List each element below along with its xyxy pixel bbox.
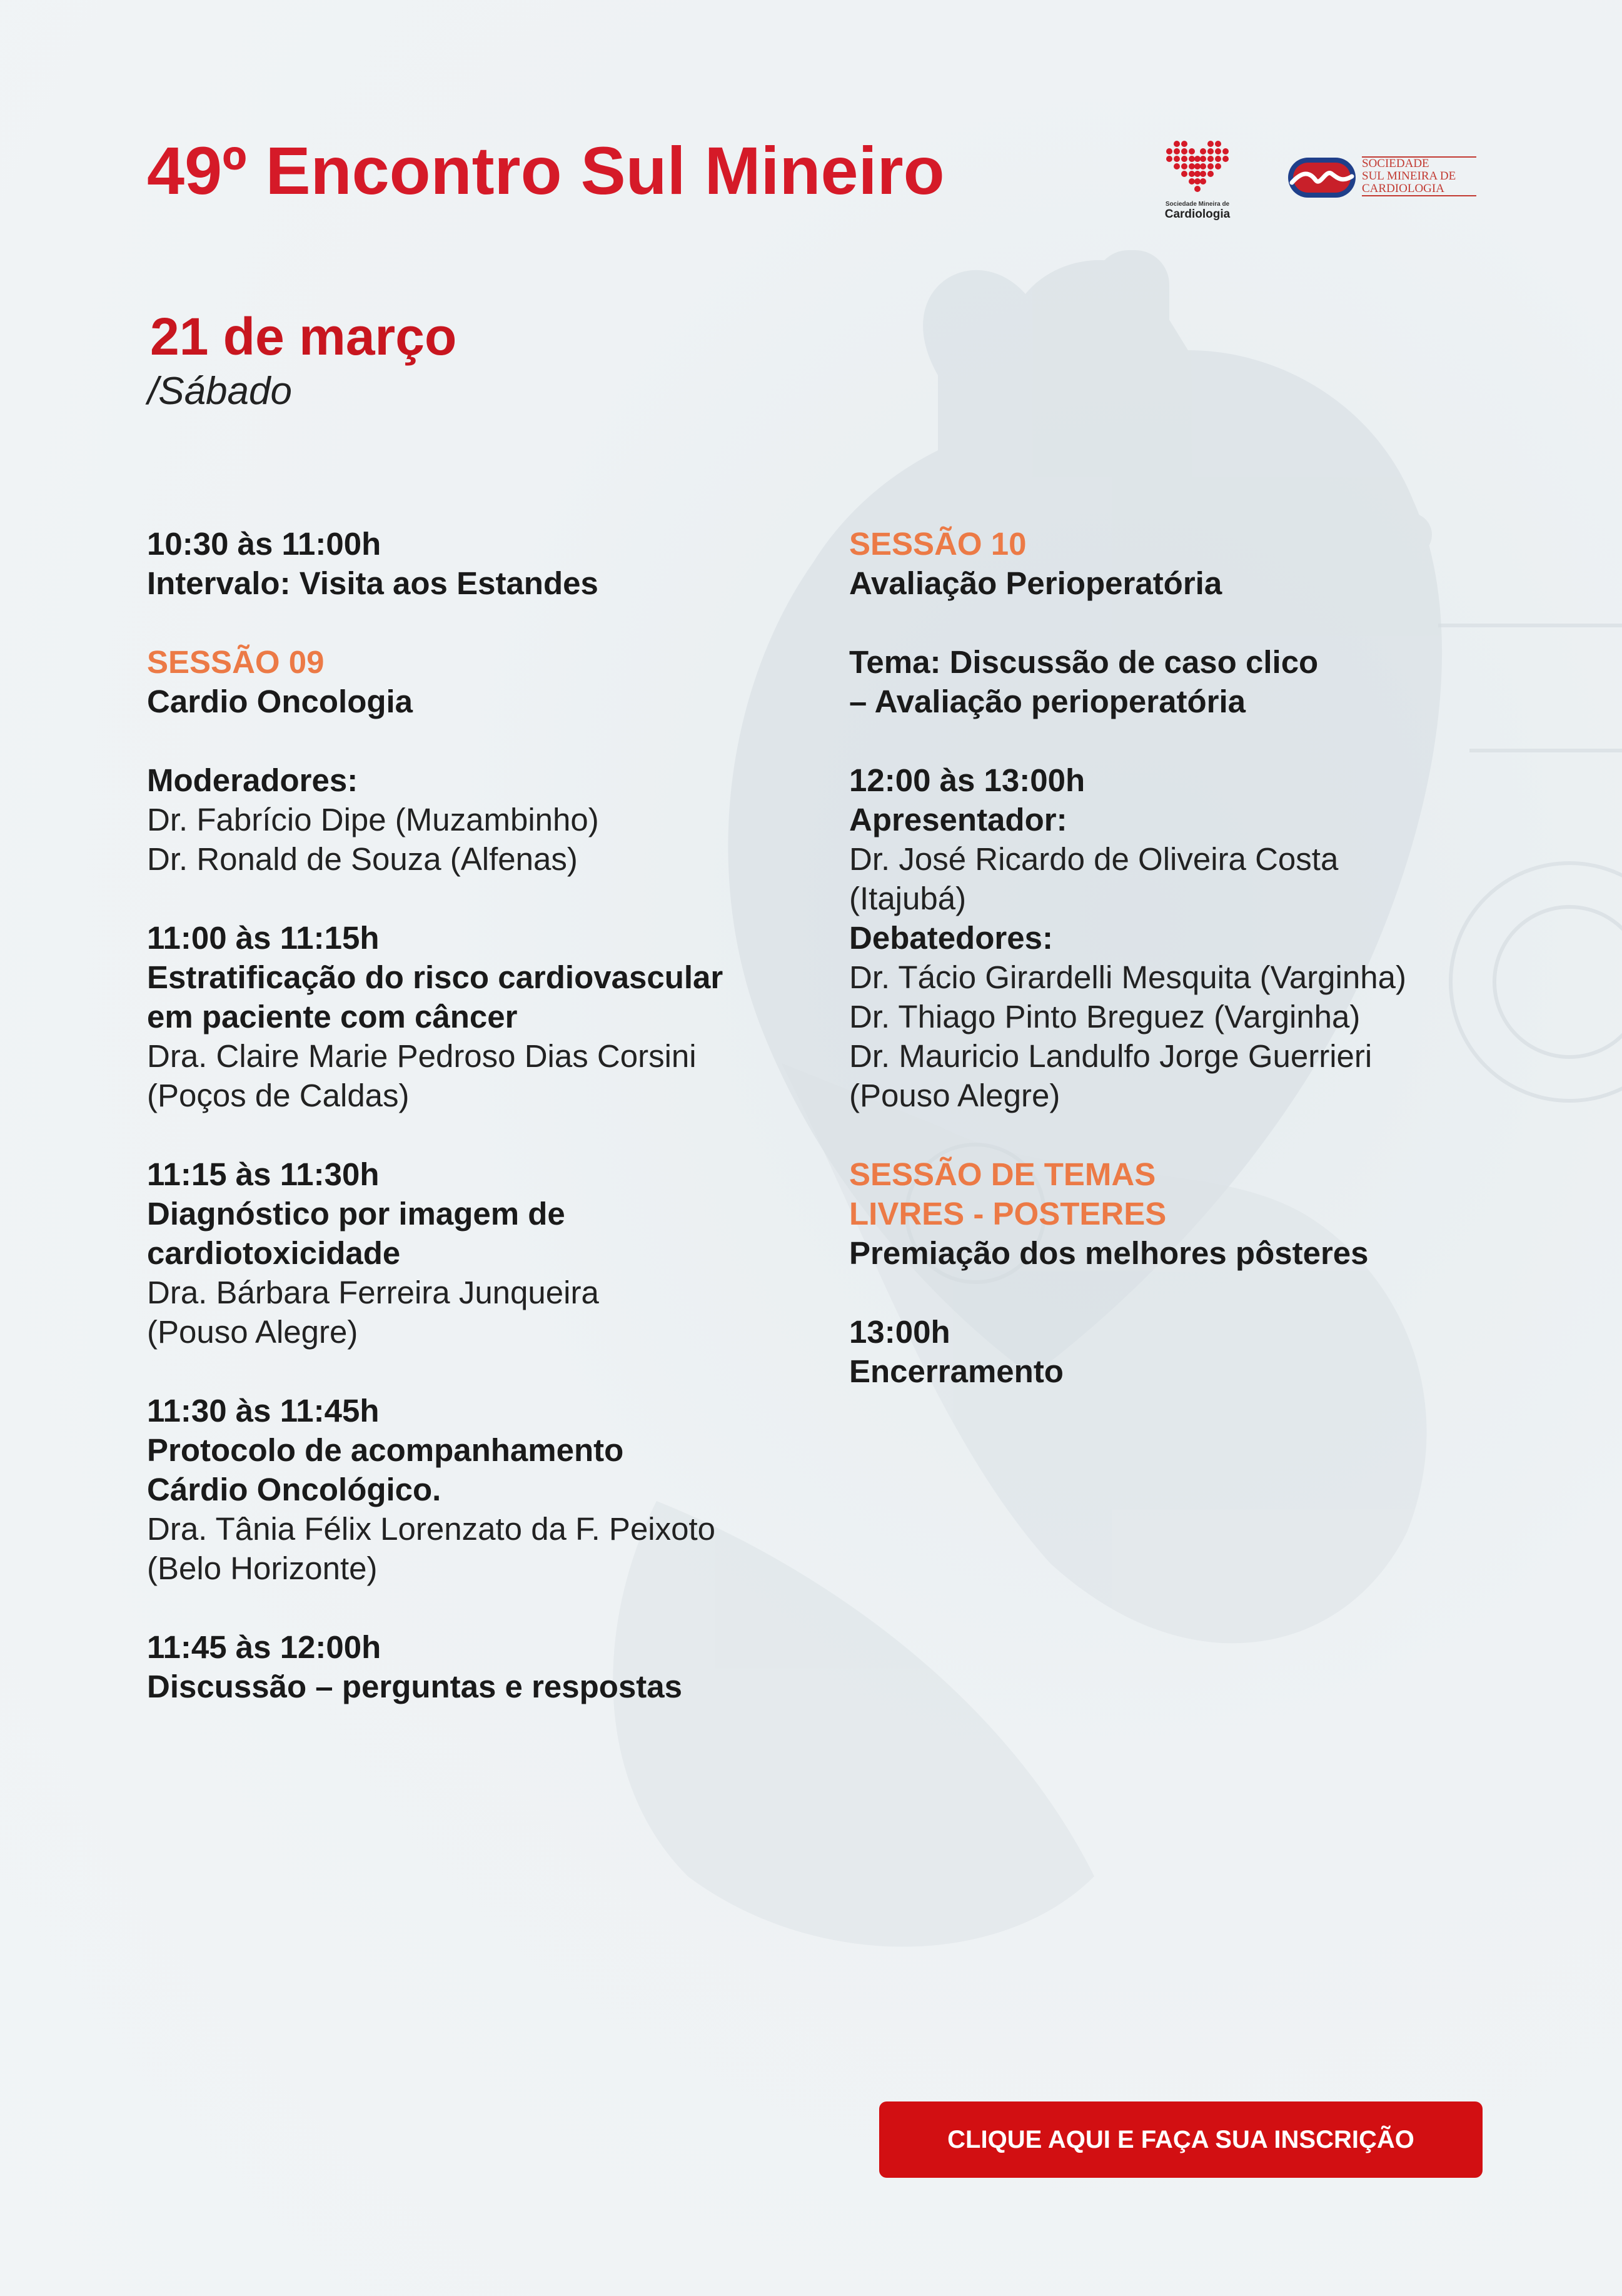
ssmc-emblem-icon bbox=[1287, 155, 1357, 200]
page-title: 49º Encontro Sul Mineiro bbox=[147, 133, 945, 208]
session-block bbox=[849, 524, 1512, 603]
session-block bbox=[147, 642, 810, 721]
session-label: SESSÃO 09 bbox=[147, 644, 325, 680]
debater-name: Dr. Tácio Girardelli Mesquita (Varginha) bbox=[849, 959, 1406, 995]
smc-logo-name: Cardiologia bbox=[1164, 208, 1231, 221]
ssmc-logo-line: SUL MINEIRA DE bbox=[1362, 169, 1456, 183]
session-block bbox=[849, 1155, 1512, 1273]
talk-title: cardiotoxicidade bbox=[147, 1235, 401, 1271]
talk-block bbox=[147, 1627, 810, 1706]
talk-title: em paciente com câncer bbox=[147, 999, 518, 1034]
talk-speaker: Dra. Claire Marie Pedroso Dias Corsini bbox=[147, 1038, 697, 1074]
talk-time: 11:00 às 11:15h bbox=[147, 920, 380, 956]
moderator-name: Dr. Fabrício Dipe (Muzambinho) bbox=[147, 802, 599, 837]
debater-city: (Pouso Alegre) bbox=[849, 1078, 1060, 1113]
presenter-heading: Apresentador: bbox=[849, 802, 1067, 837]
theme-title: – Avaliação perioperatória bbox=[849, 684, 1246, 719]
theme-title: Tema: Discussão de caso clico bbox=[849, 644, 1319, 680]
ssmc-logo-line: CARDIOLOGIA bbox=[1362, 182, 1444, 195]
talk-block bbox=[147, 918, 810, 1115]
talk-time: 11:15 às 11:30h bbox=[147, 1156, 380, 1192]
schedule-left-column bbox=[147, 524, 810, 1746]
talk-block bbox=[849, 761, 1512, 1115]
talk-title: Diagnóstico por imagem de bbox=[147, 1196, 565, 1231]
talk-time: 11:45 às 12:00h bbox=[147, 1629, 381, 1665]
session-title: Avaliação Perioperatória bbox=[849, 565, 1222, 601]
moderators-heading: Moderadores: bbox=[147, 762, 358, 798]
session-label: SESSÃO DE TEMAS bbox=[849, 1156, 1156, 1192]
talk-title: Discussão – perguntas e respostas bbox=[147, 1669, 683, 1704]
session-title: Cardio Oncologia bbox=[147, 684, 413, 719]
moderator-name: Dr. Ronald de Souza (Alfenas) bbox=[147, 841, 578, 877]
closing-title: Encerramento bbox=[849, 1353, 1064, 1389]
event-date: 21 de março bbox=[150, 307, 457, 366]
schedule-right-column bbox=[849, 524, 1512, 1430]
talk-time: 12:00 às 13:00h bbox=[849, 762, 1086, 798]
schedule-time: 10:30 às 11:00h bbox=[147, 526, 381, 562]
talk-title: Protocolo de acompanhamento bbox=[147, 1432, 624, 1468]
ssmc-logo-line: SOCIEDADE bbox=[1362, 157, 1429, 170]
event-weekday: /Sábado bbox=[148, 370, 292, 413]
smc-logo bbox=[1154, 138, 1241, 221]
talk-speaker: Dra. Tânia Félix Lorenzato da F. Peixoto bbox=[147, 1511, 716, 1547]
smc-logo-subtitle: Sociedade Mineira de bbox=[1165, 201, 1230, 208]
talk-block bbox=[147, 1391, 810, 1588]
talk-title: Estratificação do risco cardiovascular bbox=[147, 959, 723, 995]
talk-title: Cárdio Oncológico. bbox=[147, 1472, 441, 1507]
ssmc-logo bbox=[1287, 155, 1478, 202]
session-label: SESSÃO 10 bbox=[849, 526, 1027, 562]
schedule-title: Intervalo: Visita aos Estandes bbox=[147, 565, 598, 601]
theme-block bbox=[849, 642, 1512, 721]
debater-name: Dr. Mauricio Landulfo Jorge Guerrieri bbox=[849, 1038, 1373, 1074]
talk-speaker: Dra. Bárbara Ferreira Junqueira bbox=[147, 1275, 599, 1310]
moderators-block bbox=[147, 761, 810, 879]
talk-block bbox=[147, 1155, 810, 1352]
session-label: LIVRES - POSTERES bbox=[849, 1196, 1167, 1231]
debaters-heading: Debatedores: bbox=[849, 920, 1053, 956]
talk-speaker-city: (Belo Horizonte) bbox=[147, 1550, 378, 1586]
presenter-city: (Itajubá) bbox=[849, 881, 967, 916]
talk-speaker-city: (Poços de Caldas) bbox=[147, 1078, 410, 1113]
schedule-block bbox=[147, 524, 810, 603]
dotted-heart-logo-icon bbox=[1163, 138, 1232, 194]
talk-speaker-city: (Pouso Alegre) bbox=[147, 1314, 358, 1350]
closing-time: 13:00h bbox=[849, 1314, 950, 1350]
debater-name: Dr. Thiago Pinto Breguez (Varginha) bbox=[849, 999, 1361, 1034]
session-title: Premiação dos melhores pôsteres bbox=[849, 1235, 1369, 1271]
talk-time: 11:30 às 11:45h bbox=[147, 1393, 380, 1429]
closing-block bbox=[849, 1312, 1512, 1391]
register-button[interactable]: CLIQUE AQUI E FAÇA SUA INSCRIÇÃO bbox=[879, 2101, 1483, 2178]
presenter-name: Dr. José Ricardo de Oliveira Costa bbox=[849, 841, 1339, 877]
ssmc-logo-text bbox=[1362, 156, 1476, 196]
